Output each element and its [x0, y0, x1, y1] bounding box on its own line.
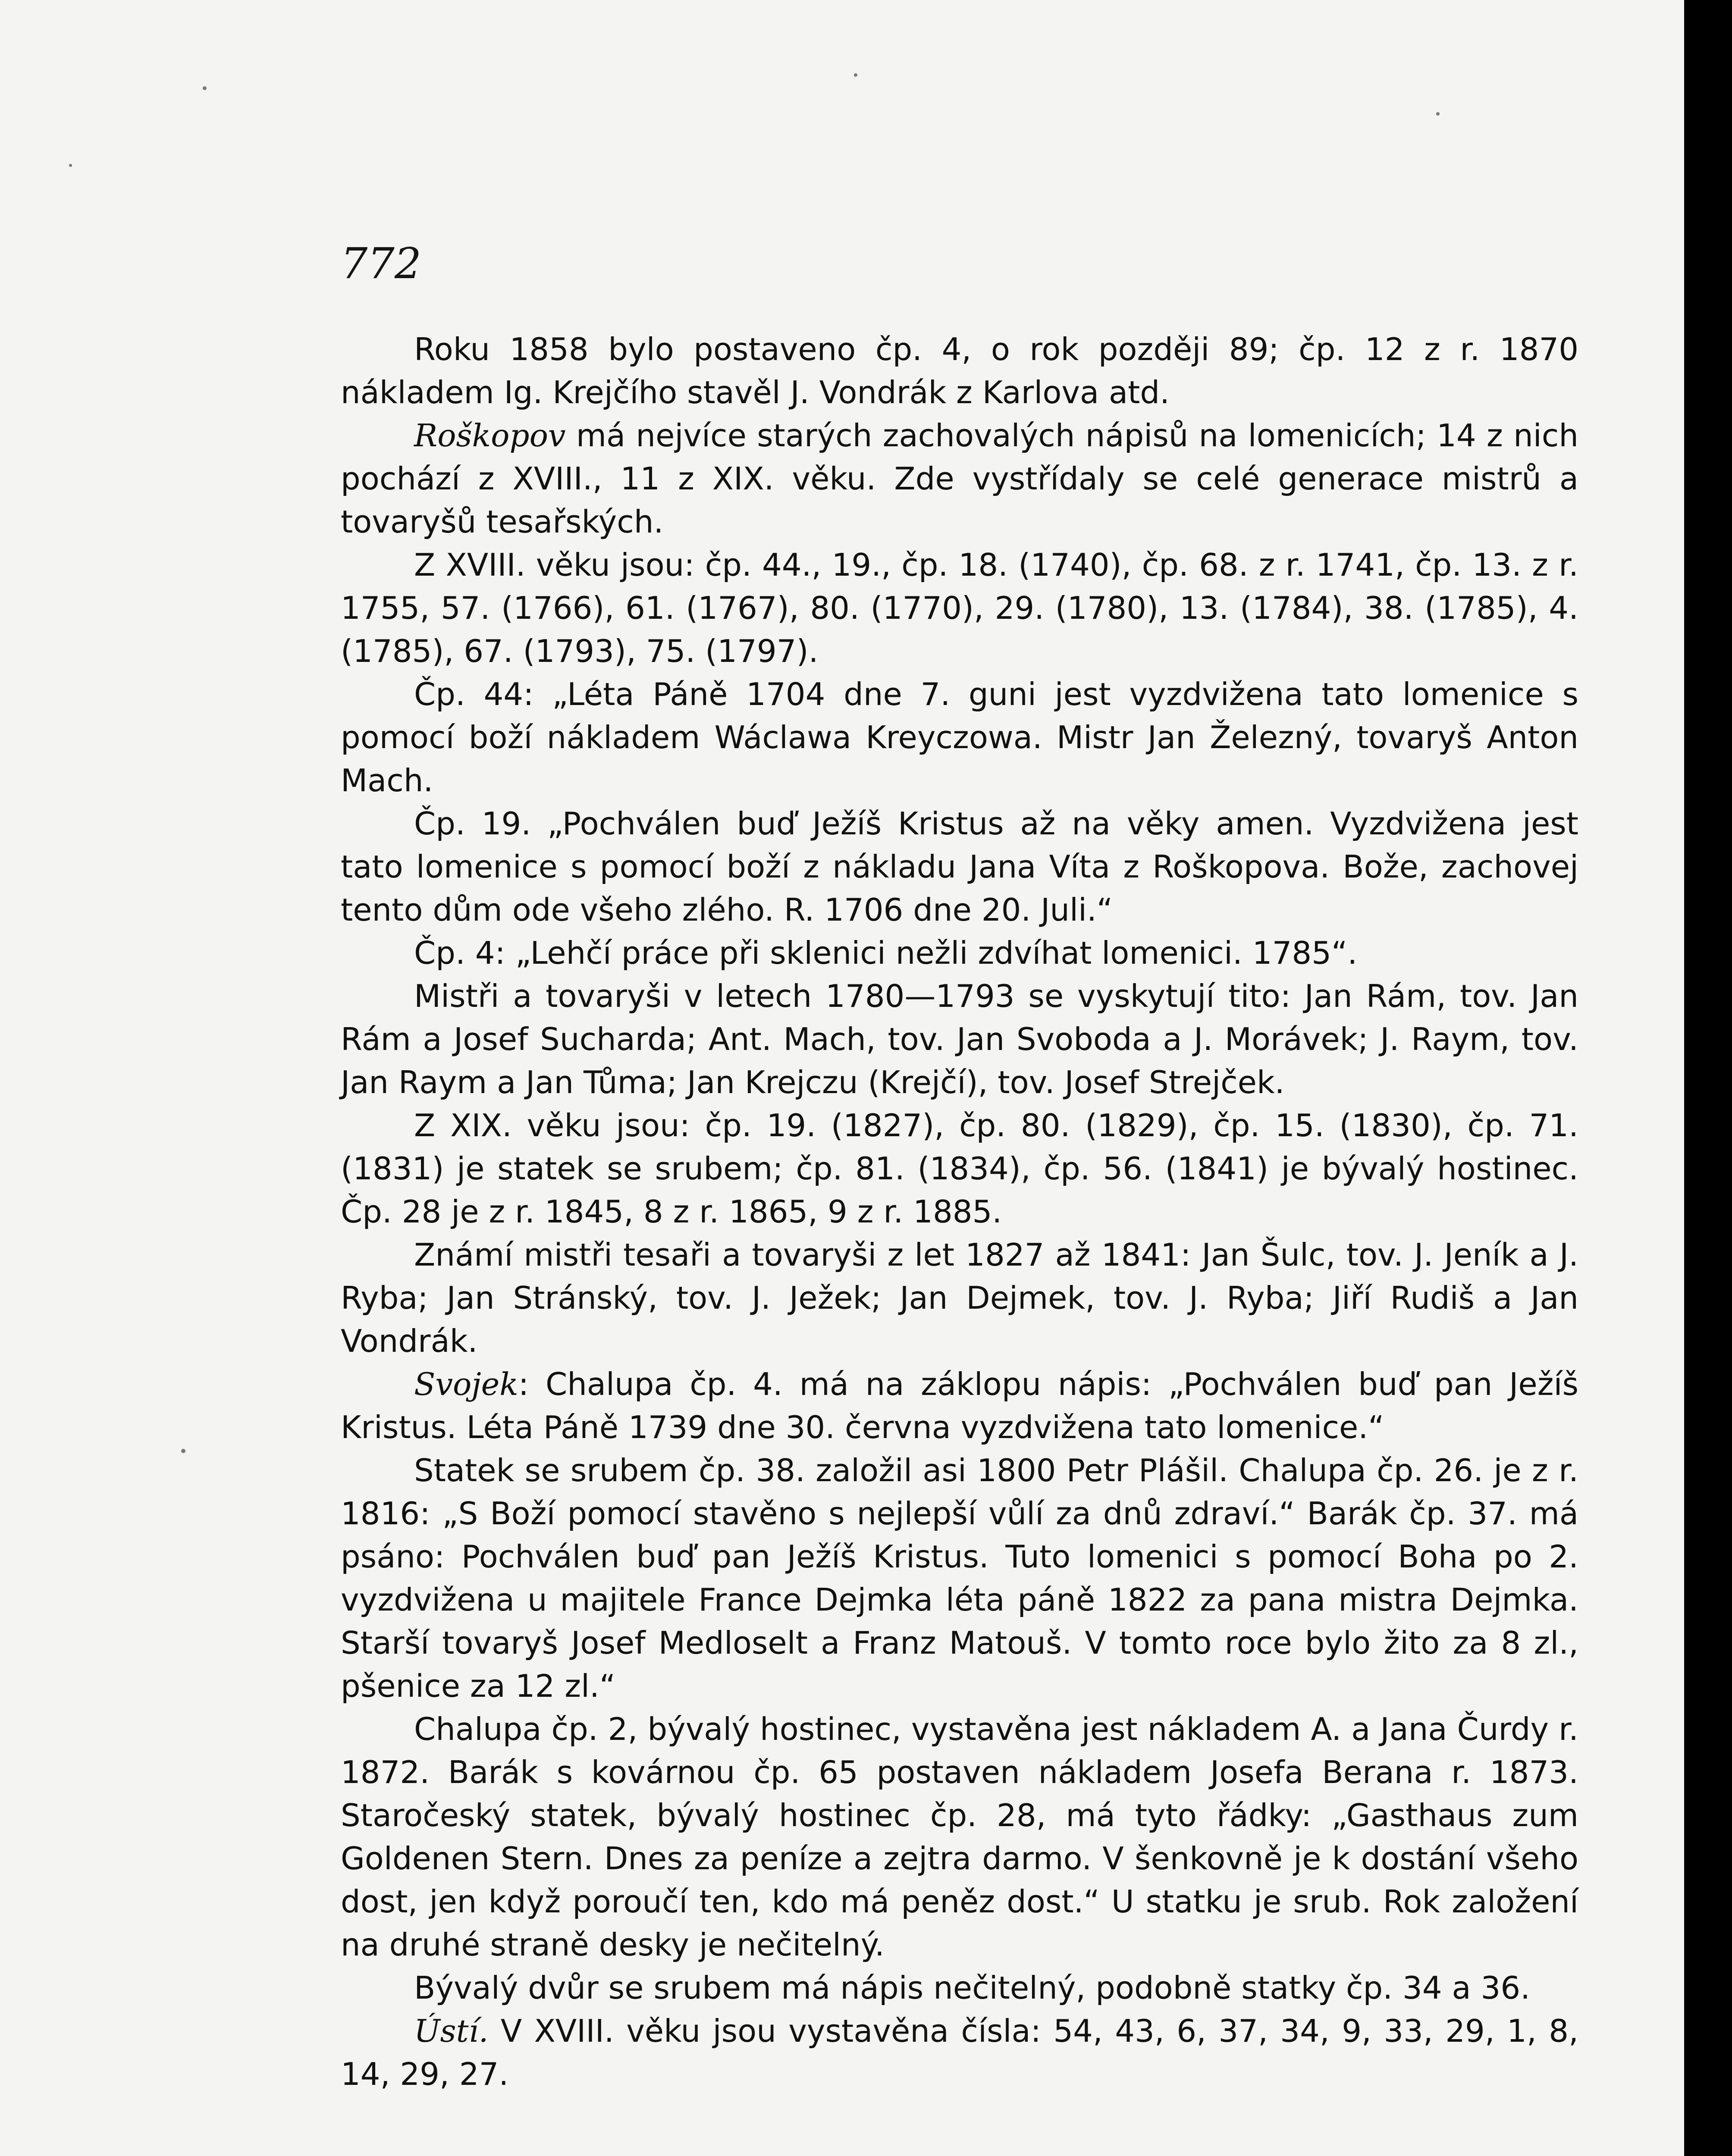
- paragraph-text: Z XVIII. věku jsou: čp. 44., 19., čp. 18. (1740), čp. 68. z r. 1741, čp. 13. z r. 1755, 57. (1766), 61. (1767), 80. (1770), 29. (1780), 13. (1784), 38. (1785), 4. (1785), 67. (1793), 75. (1797).: [341, 547, 1578, 669]
- paragraph-text: Chalupa čp. 2, bývalý hostinec, vystavěna jest nákladem A. a Jana Čurdy r. 1872. Barák s kovárnou čp. 65 postaven nákladem Josefa Berana r. 1873. Staročeský statek, bývalý hostinec čp. 28, má tyto řádky: „Gasthaus zum Goldenen Stern. Dnes za peníze a zejtra darmo. V šenkovně je k dostání všeho dost, jen když poroučí ten, kdo má peněz dost.“ U statku je srub. Rok založení na druhé straně desky je nečitelný.: [341, 1711, 1578, 1963]
- paragraph-lead: Ústí.: [414, 2013, 489, 2049]
- paragraph: [341, 328, 1578, 414]
- paragraph-text: Čp. 4: „Lehčí práce při sklenici nežli zdvíhat lomenici. 1785“.: [414, 935, 1358, 971]
- print-speck: [69, 164, 72, 167]
- paragraph-text: Statek se srubem čp. 38. založil asi 1800 Petr Plášil. Chalupa čp. 26. je z r. 1816: „S Boží pomocí stavěno s nejlepší vůlí za dnů zdraví.“ Barák čp. 37. má psáno: Pochválen buď pan Ježíš Kristus. Tuto lomenici s pomocí Boha po 2. vyzdvižena u majitele France Dejmka léta páně 1822 za pana mistra Dejmka. Starší tovaryš Josef Medloselt a Franz Matouš. V tomto roce bylo žito za 8 zl., pšenice za 12 zl.“: [341, 1452, 1578, 1704]
- paragraph: [341, 543, 1578, 673]
- paragraph: [341, 1966, 1578, 2009]
- paragraph-text: Známí mistři tesaři a tovaryši z let 1827 až 1841: Jan Šulc, tov. J. Jeník a J. Ryba; Jan Stránský, tov. J. Ježek; Jan Dejmek, tov. J. Ryba; Jiří Rudiš a Jan Vondrák.: [341, 1237, 1578, 1359]
- paragraph-text: : Chalupa čp. 4. má na záklopu nápis: „Pochválen buď pan Ježíš Kristus. Léta Páně 1739 dne 30. června vyzdvižena tato lomenice.“: [341, 1366, 1578, 1445]
- paragraph-text: Z XIX. věku jsou: čp. 19. (1827), čp. 80. (1829), čp. 15. (1830), čp. 71. (1831) je statek se srubem; čp. 81. (1834), čp. 56. (1841) je bývalý hostinec. Čp. 28 je z r. 1845, 8 z r. 1865, 9 z r. 1885.: [341, 1107, 1578, 1230]
- paragraph: [341, 802, 1578, 931]
- page-number: 772: [341, 239, 422, 288]
- paragraph: [341, 1104, 1578, 1233]
- paragraph: [341, 2009, 1578, 2096]
- paragraph: [341, 975, 1578, 1104]
- print-speck: [181, 1449, 185, 1453]
- paragraph: [341, 1449, 1578, 1708]
- print-speck: [1436, 112, 1440, 116]
- paragraph-text: Bývalý dvůr se srubem má nápis nečitelný, podobně statky čp. 34 a 36.: [414, 1970, 1531, 2006]
- paragraph-lead: Svojek: [414, 1366, 518, 1402]
- paragraph: [341, 1708, 1578, 1966]
- paragraph: [341, 1363, 1578, 1449]
- paragraph: [341, 414, 1578, 543]
- paragraph: [341, 931, 1578, 975]
- paragraph: [341, 673, 1578, 802]
- paragraph-text: Čp. 44: „Léta Páně 1704 dne 7. guni jest vyzdvižena tato lomenice s pomocí boží nákladem Wáclawa Kreyczowa. Mistr Jan Železný, tovaryš Anton Mach.: [341, 676, 1578, 799]
- paragraph-text: Čp. 19. „Pochválen buď Ježíš Kristus až na věky amen. Vyzdvižena jest tato lomenice s pomocí boží z nákladu Jana Víta z Roškopova. Bože, zachovej tento dům ode všeho zlého. R. 1706 dne 20. Juli.“: [341, 805, 1578, 928]
- print-speck: [854, 73, 857, 77]
- paragraph-lead: Roškopov: [414, 417, 566, 454]
- body-text: [341, 328, 1578, 2096]
- paragraph: [341, 1233, 1578, 1363]
- paragraph-text: má nejvíce starých zachovalých nápisů na lomenicích; 14 z nich pochází z XVIII., 11 z XIX. věku. Zde vystřídaly se celé generace mistrů a tovaryšů tesařských.: [341, 417, 1578, 540]
- print-speck: [203, 86, 207, 90]
- paragraph-text: V XVIII. věku jsou vystavěna čísla: 54, 43, 6, 37, 34, 9, 33, 29, 1, 8, 14, 29, 27.: [341, 2013, 1578, 2092]
- scan-border: [1684, 0, 1732, 2156]
- paragraph-text: Mistři a tovaryši v letech 1780—1793 se vyskytují tito: Jan Rám, tov. Jan Rám a Josef Sucharda; Ant. Mach, tov. Jan Svoboda a J. Morávek; J. Raym, tov. Jan Raym a Jan Tůma; Jan Krejczu (Krejčí), tov. Josef Strejček.: [341, 978, 1578, 1100]
- paragraph-text: Roku 1858 bylo postaveno čp. 4, o rok později 89; čp. 12 z r. 1870 nákladem Ig. Krejčího stavěl J. Vondrák z Karlova atd.: [341, 331, 1578, 411]
